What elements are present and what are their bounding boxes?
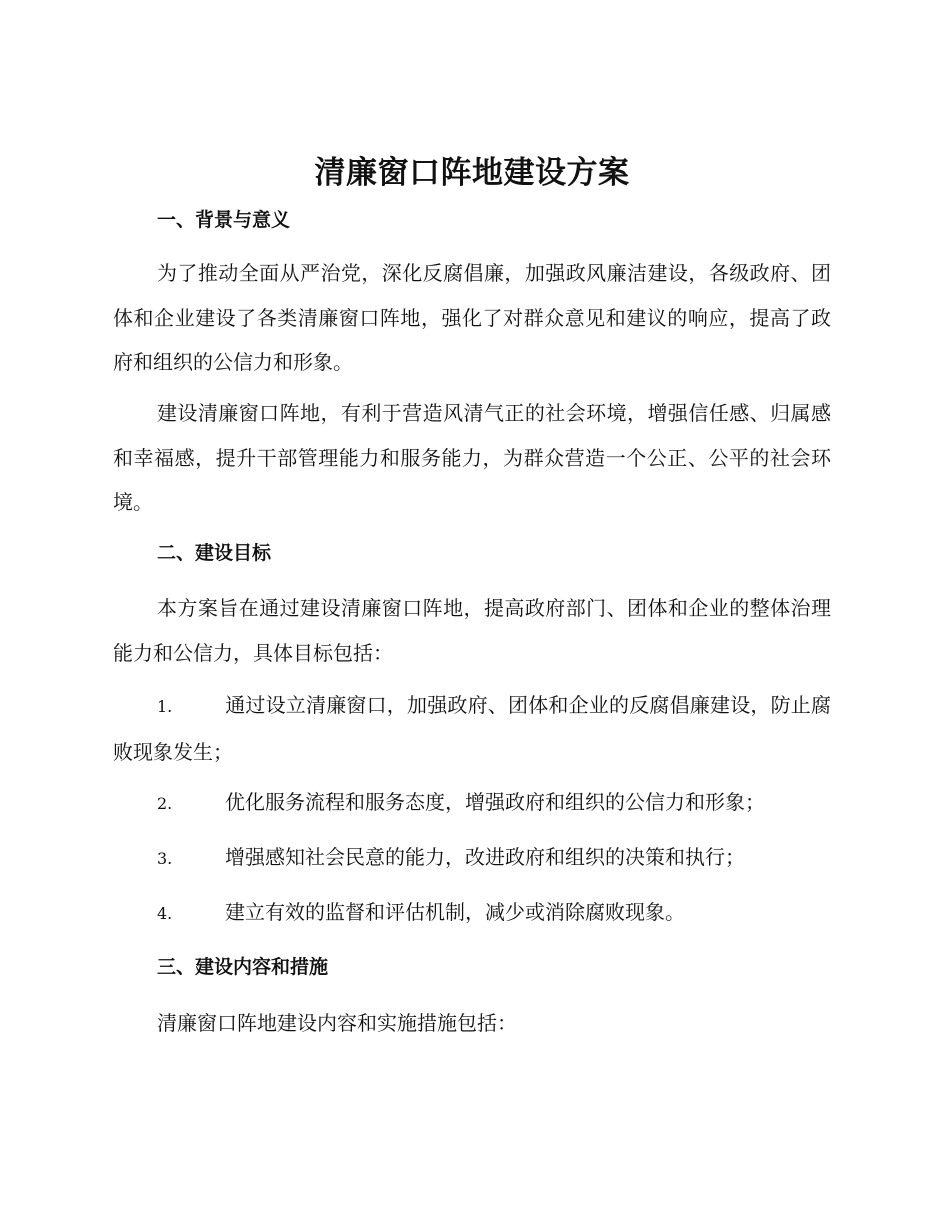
paragraph-background-2: 建设清廉窗口阵地，有利于营造风清气正的社会环境，增强信任感、归属感和幸福感，提升干部管理能力和服务能力，为群众营造一个公正、公平的社会环境。 xyxy=(113,401,831,514)
list-item-number: 3. xyxy=(157,849,173,868)
list-item-text: 建立有效的监督和评估机制，减少或消除腐败现象。 xyxy=(225,900,685,924)
paragraph-goals-intro: 本方案旨在通过建设清廉窗口阵地，提高政府部门、团体和企业的整体治理能力和公信力，具体目标包括： xyxy=(113,596,831,665)
list-item-number: 2. xyxy=(157,794,173,813)
list-item xyxy=(113,835,831,882)
section-heading-goals: 二、建设目标 xyxy=(157,542,272,564)
list-item xyxy=(113,780,831,827)
list-item-text: 增强感知社会民意的能力，改进政府和组织的决策和执行； xyxy=(225,845,745,869)
document-title: 清廉窗口阵地建设方案 xyxy=(314,155,630,191)
list-item xyxy=(113,683,831,774)
list-item-number: 4. xyxy=(157,904,173,923)
list-item xyxy=(113,890,831,937)
list-item-number: 1. xyxy=(157,697,173,716)
paragraph-background-1: 为了推动全面从严治党，深化反腐倡廉，加强政风廉洁建设，各级政府、团体和企业建设了各类清廉窗口阵地，强化了对群众意见和建议的响应，提高了政府和组织的公信力和形象。 xyxy=(113,261,831,374)
paragraph-measures-intro: 清廉窗口阵地建设内容和实施措施包括： xyxy=(157,1011,517,1035)
list-item-text: 通过设立清廉窗口，加强政府、团体和企业的反腐倡廉建设，防止腐败现象发生； xyxy=(113,693,831,764)
list-item-text: 优化服务流程和服务态度，增强政府和组织的公信力和形象； xyxy=(225,790,765,814)
section-heading-content-measures: 三、建设内容和措施 xyxy=(157,956,329,978)
section-heading-background: 一、背景与意义 xyxy=(157,209,291,231)
